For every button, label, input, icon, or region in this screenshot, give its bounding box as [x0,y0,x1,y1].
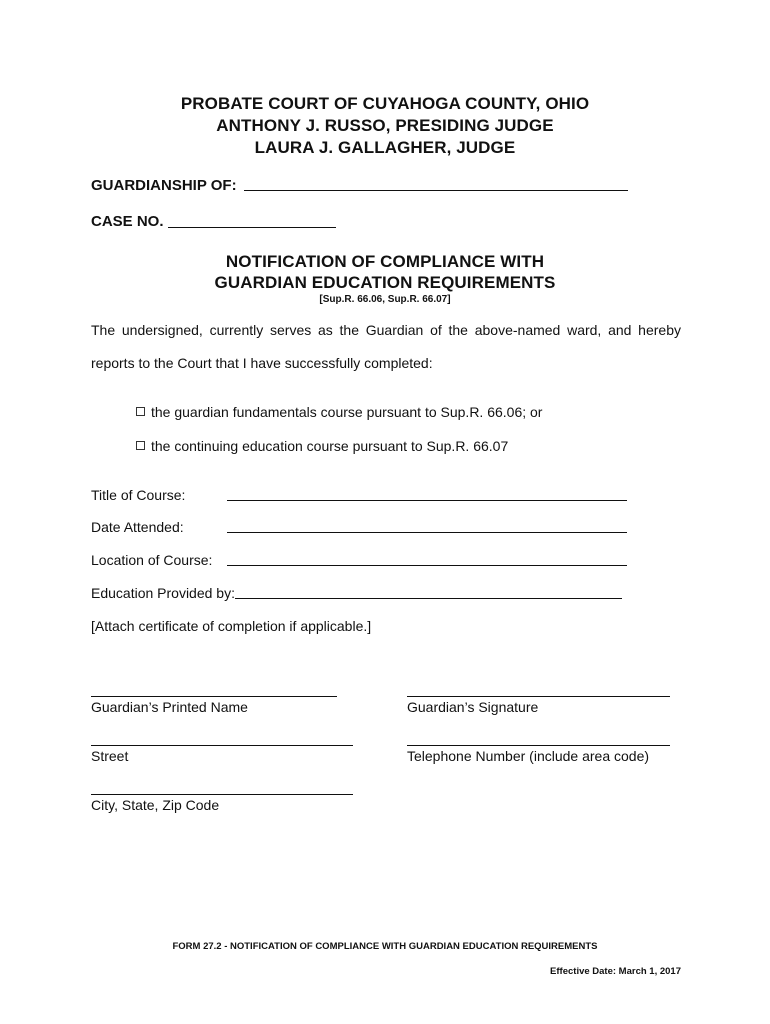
provider-field[interactable] [235,598,622,599]
court-name: PROBATE COURT OF CUYAHOGA COUNTY, OHIO [180,94,590,113]
city-state-zip-line[interactable] [91,794,353,795]
case-no-field[interactable] [168,227,336,228]
guardianship-field[interactable] [244,190,628,191]
option-fundamentals-label: the guardian fundamentals course pursuant to Sup.R. 66.06; or [151,404,543,420]
effective-date: Effective Date: March 1, 2017 [550,966,681,977]
guardianship-label: GUARDIANSHIP OF: [91,177,237,194]
street-line[interactable] [91,745,353,746]
provider-label: Education Provided by: [91,585,235,601]
telephone-line[interactable] [407,745,670,746]
location-label: Location of Course: [91,552,213,568]
street-label: Street [91,748,129,764]
title-of-course-field[interactable] [227,500,627,501]
location-field[interactable] [227,565,627,566]
form-title-line2: GUARDIAN EDUCATION REQUIREMENTS [214,273,556,292]
footer-form-name: FORM 27.2 - NOTIFICATION OF COMPLIANCE WITH GUARDIAN EDUCATION REQUIREMENTS [172,941,598,952]
signature-label: Guardian’s Signature [407,699,539,715]
form-rules: [Sup.R. 66.06, Sup.R. 66.07] [319,294,451,305]
checkbox-icon[interactable] [136,441,145,450]
checkbox-icon[interactable] [136,407,145,416]
paragraph-line1: The undersigned, currently serves as the Guardian of the above-named ward, and hereby [91,322,681,338]
presiding-judge: ANTHONY J. RUSSO, PRESIDING JUDGE [216,116,554,135]
option-continuing[interactable] [136,438,508,454]
printed-name-line[interactable] [91,696,337,697]
case-no-label: CASE NO. [91,213,164,230]
printed-name-label: Guardian’s Printed Name [91,699,248,715]
judge-name: LAURA J. GALLAGHER, JUDGE [254,138,516,157]
city-state-zip-label: City, State, Zip Code [91,797,220,813]
paragraph-line2: reports to the Court that I have successfully completed: [91,355,433,371]
title-of-course-label: Title of Course: [91,487,186,503]
option-continuing-label: the continuing education course pursuant to Sup.R. 66.07 [151,438,509,454]
signature-line[interactable] [407,696,670,697]
option-fundamentals[interactable] [136,404,542,420]
date-attended-field[interactable] [227,532,627,533]
form-title-line1: NOTIFICATION OF COMPLIANCE WITH [225,252,545,271]
attach-note: [Attach certificate of completion if applicable.] [91,618,372,634]
telephone-label: Telephone Number (include area code) [407,748,650,764]
date-attended-label: Date Attended: [91,519,184,535]
